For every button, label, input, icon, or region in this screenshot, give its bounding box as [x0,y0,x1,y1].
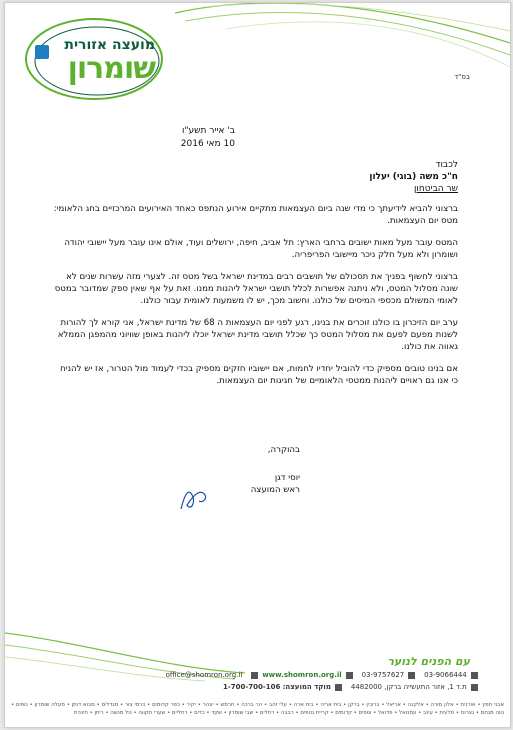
location-icon [471,684,478,691]
handwritten-signature [175,483,215,513]
footer-hotline-label: מוקד המועצה: [282,683,331,691]
hotline-icon [335,684,342,691]
footer-slogan: עם הפנים לנוער [387,655,470,668]
recipient-name: ח"כ משה (בוגי) יעלון [369,172,458,182]
letter-date [125,125,235,151]
gregorian-date: 10 מאי 2016 [180,139,235,149]
logo-badge-icon [35,45,49,59]
recipient-greeting: לכבוד [435,160,458,170]
phone-icon [471,672,478,679]
hebrew-date: ב' אייר תשע"ו [181,126,235,136]
footer-contact-row [166,671,480,679]
web-icon [251,672,258,679]
footer-website[interactable]: www.shomron.org.il [262,671,342,679]
fax-icon [408,672,415,679]
body-paragraph: ערב יום הזיכרון בו כולנו זוכרים את בנינו, רגע לפני יום העצמאות ה 68 של מדינת ישראל, אני קורא לך להורות לשנות מפעם לפעם את מסלול המטס כך שכלל תושבי מדינת ישראל יוכלו ליהנות באופן שוויוני מהמפגן הממלא גאווה את כולנו. [57,318,458,352]
signer-title: ראש המועצה [250,485,300,495]
footer-address-row [223,683,480,691]
footer-address: ת.ד 1, אזור התעשייה ברקן, 4482000 [350,683,467,691]
closing-line: בהוקרה, [267,445,300,455]
bsd-mark: בס"ד [454,73,470,81]
email-icon [346,672,353,679]
recipient-block [369,159,458,195]
footer-phone1[interactable]: 03-9066444 [424,671,467,679]
body-paragraph: ברצוני להביא לידיעתך כי מדי שנה ביום העצמאות מתקיים אירוע הנתפס כאחד האירועים המרכזיים בחג הלאומי: מטס יום העצמאות. [53,204,458,226]
signer-name: יוסי דגן [274,473,300,483]
body-paragraph: אם בנינו טובים מספיק כדי להוביל יחדיו לחמות, אם יישוביו חזקים מספיק בכדי לעמוד מול הטרור, אז יש להניח כי אנו גם ראויים ליהנות ממטסי הלאומיים של חגיגות יום העצמאות. [60,364,458,386]
footer-hotline[interactable]: 1-700-700-106 [222,683,281,691]
letter-body [53,203,458,397]
letter-page [4,2,511,728]
logo-council-type: מועצה אזורית [64,37,155,53]
recipient-role: שר הביטחון [413,184,458,194]
shomron-logo [19,13,169,103]
footer-phone2[interactable]: 03-9757627 [361,671,405,679]
footer-email[interactable]: office@shomron.org.il [165,671,243,679]
logo-council-name: שומרון [67,51,155,86]
footer-towns-list: אבני חפץ • אורנית • אלון מורה • אלקנה • אריאל • ברוכין • ברקן • בית אריה • בית ארה • עלי זהב • הר ברכה • חרמש • יצהר • יקיר • כפר קדומים • כרמי צור • מגדלים • מבוא דותן • מעלה שומרון • נופים • נווה מנחם • נצרות • סלעית • עינב • עמנואל • פדואל • צופים • קדומים • קריית נטפים • רבבה • רחלים • שבי שומרון • שקד • כדים • רחליים • שערי תקווה • טל מנשה • ריחן • חיננית [11,702,504,716]
body-paragraph: ברצוני לחשוף בפניך את תסכולם של תושבים רבים במדינת ישראל בשל מטס זה. לצערי מזה עשרות שנים לא שונה מסלול המטס, ולא ניתנה אפשרות לכלל תושבי ישראל ליהנות ממנו. זאת על אף שאין ספק שמדובר במטס לאומי המשולם מכספי המיסים של כולנו. וחשוב מכך, יש לו משמעות לאומית עבור כולנו. [54,272,458,306]
body-paragraph: המטס עובר מעל מאות ישובים ברחבי הארץ: תל אביב, חיפה, ירושלים ועוד, אולם אינו עובר מעל יישובי יהודה ושומרון ולא מעל חלק ניכר מיישובי הפריפריה. [64,238,458,260]
